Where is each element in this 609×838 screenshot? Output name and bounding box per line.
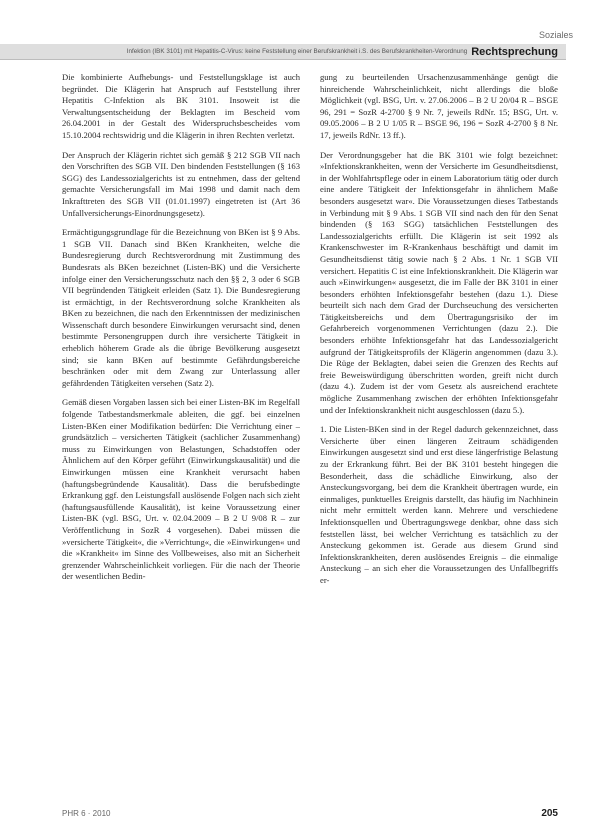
header-bar [0, 44, 566, 60]
paragraph: Gemäß diesen Vorgaben lassen sich bei einer Listen-BK im Regelfall folgende Tatbestandsmerkmale ableiten, die ggf. bei einzelnen Listen-BKen einer Modifikation bedürfen: Die Verrichtung einer – grundsätzlich – versicherten Tätigkeit (sachlicher Zusammenhang) muss zu Einwirkungen von Belastungen, Schadstoffen oder Ähnlichem auf den Körper geführt (Einwirkungskausalität) und die Einwirkungen müssen eine Krankheit verursacht haben (haftungsbegründende Kausalität). Dass die berufsbedingte Erkrankung ggf. den Leistungsfall auslösende Folgen nach sich zieht (haftungsausfüllende Kausalität), ist keine Voraussetzung einer Listen-BK (vgl. BSG, Urt. v. 02.04.2009 – B 2 U 9/08 R – zur Veröffentlichung in SozR 4 vorgesehen). Dabei müssen die »versicherte Tätigkeit«, die »Verrichtung«, die »Einwirkungen« und die »Krankheit« im Sinne des Vollbeweises, also mit an Sicherheit grenzender Wahrscheinlichkeit vorliegen. Für die nach der Theorie der wesentlichen Bedin- [62, 397, 300, 582]
header-section-title: Rechtsprechung [471, 45, 558, 58]
text-columns [62, 72, 558, 794]
page-footer [62, 806, 558, 820]
paragraph: Ermächtigungsgrundlage für die Bezeichnung von BKen ist § 9 Abs. 1 SGB VII. Danach sind BKen Krankheiten, welche die Bundesregierung durch Rechtsverordnung mit Zustimmung des Bundesrats als BKen bezeichnet (Listen-BK) und die Versicherte infolge einer den Versicherungsschutz nach den §§ 2, 3 oder 6 SGB VII begründenden Tätigkeit erleiden (Satz 1). Die Bundesregierung ist ermächtigt, in der Rechtsverordnung solche Krankheiten als BKen zu bezeichnen, die nach den Erkenntnissen der medizinischen Wissenschaft durch besondere Einwirkungen verursacht sind, denen bestimmte Personengruppen durch ihre versicherte Tätigkeit in erheblich höherem Grade als die übrige Bevölkerung ausgesetzt sind; sie kann BKen auf bestimmte Gefährdungsbereiche beschränken oder mit dem Zwang zur Unterlassung aller gefährdenden Tätigkeiten versehen (Satz 2). [62, 227, 300, 388]
paragraph: 1. Die Listen-BKen sind in der Regel dadurch gekennzeichnet, dass Versicherte über einen längeren Zeitraum schädigenden Einwirkungen ausgesetzt sind und erst diese längerfristige Belastung zu der Erkrankung führt. Bei der BK 3101 besteht hingegen die Besonderheit, dass die schädliche Einwirkung, also der Ansteckungsvorgang, bei dem die Krankheit übertragen wurde, ein einmaliges, punktuelles Ereignis darstellt, das häufig im Nachhinein nicht mehr ermittelt werden kann. Mehrere und verschiedene Infektionsquellen und Übertragungswege denkbar, ohne dass sich feststellen lässt, bei welcher Verrichtung es tatsächlich zu der Ansteckung gekommen ist. Gerade aus diesem Grund sind Infektionskrankheiten, deren auslösendes Ereignis – die einmalige Ansteckung – an sich eher die Voraussetzungen des Unfallbegriffs er- [320, 424, 558, 585]
journal-issue: PHR 6 · 2010 [62, 808, 111, 818]
paragraph: gung zu beurteilenden Ursachenzusammenhänge genügt die hinreichende Wahrscheinlichkeit, nicht allerdings die bloße Möglichkeit (vgl. BSG, Urt. v. 27.06.2006 – B 2 U 20/04 R – BSGE 96, 291 = SozR 4-2700 § 9 Nr. 7, jeweils RdNr. 15; BSG, Urt. v. 09.05.2006 – B 2 U 1/05 R – BSGE 96, 196 = SozR 4-2700 § 8 Nr. 17, jeweils RdNr. 13 ff.). [320, 72, 558, 140]
header-topic: Infektion (IBK 3101) mit Hepatitis-C-Virus: keine Feststellung einer Berufskrankheit i.S. des Berufskrankheiten-Verordnung [126, 48, 468, 55]
right-column [320, 72, 558, 794]
section-tag: Soziales [538, 30, 573, 40]
left-column [62, 72, 300, 794]
page-number: 205 [541, 807, 558, 819]
paragraph: Die kombinierte Aufhebungs- und Feststellungsklage ist auch begründet. Die Klägerin hat Anspruch auf Feststellung ihrer Hepatitis C-Infektion als BK 3101. Insoweit ist die Verwaltungsentscheidung der Beklagten im Bescheid vom 26.04.2001 in der Gestalt des Widerspruchsbescheides vom 15.10.2004 rechtswidrig und die Klägerin in ihren Rechten verletzt. [62, 72, 300, 140]
page-header [0, 0, 609, 62]
paragraph: Der Verordnungsgeber hat die BK 3101 wie folgt bezeichnet: »Infektionskrankheiten, wenn der Versicherte im Gesundheitsdienst, in der Wohlfahrtspflege oder in einem Laboratorium tätig oder durch eine andere Tätigkeit der Infektionsgefahr in ähnlichem Maße besonders ausgesetzt war«. Die Voraussetzungen dieses Tatbestands in Verbindung mit § 9 Abs. 1 SGB VII sind nach den für den Senat bindenden (§ 163 SGG) tatsächlichen Feststellungen des Landessozialgerichts erfüllt. Die Klägerin ist seit 1992 als Krankenschwester im R-Krankenhaus beschäftigt und damit im Gesundheitsdienst tätig sowie nach § 2 Abs. 1 Nr. 1 SGB VII versichert. Hepatitis C ist eine Infektionskrankheit. Die Klägerin war auch »Einwirkungen« ausgesetzt, die im Falle der BK 3101 in einer besonders erhöhten Infektionsgefahr bestehen (dazu 1.). Diese beurteilt sich nach dem Grad der Durchseuchung des versicherten Tätigkeitsbereichs und dem Übertragungsrisiko der im Gefahrbereich vorgenommenen Verrichtungen (dazu 2.). Die besonders erhöhte Infektionsgefahr hat das Landessozialgericht aufgrund der Tätigkeitsprofils der Klägerin angenommen (dazu 3.). Die Rüge der Beklagten, dabei seien die Grenzen des Rechts auf freie Beweiswürdigung überschritten worden, greift nicht durch (dazu 4.). Zudem ist der vom Gesetz als ausreichend erachtete mögliche Zusammenhang zwischen der erhöhten Infektionsgefahr und der Infektionskrankheit nicht ausgeschlossen (dazu 5.). [320, 149, 558, 415]
paragraph: Der Anspruch der Klägerin richtet sich gemäß § 212 SGB VII nach den Vorschriften des SGB VII. Den bindenden Feststellungen (§ 163 SGG) des Landessozialgerichts ist zu entnehmen, dass der geltend gemachte Versicherungsfall im Mai 1998 und damit nach dem Inkrafttreten des SGB VII (01.01.1997) eingetreten ist (Art 36 Unfallversicherungs-Einordnungsgesetz). [62, 149, 300, 218]
